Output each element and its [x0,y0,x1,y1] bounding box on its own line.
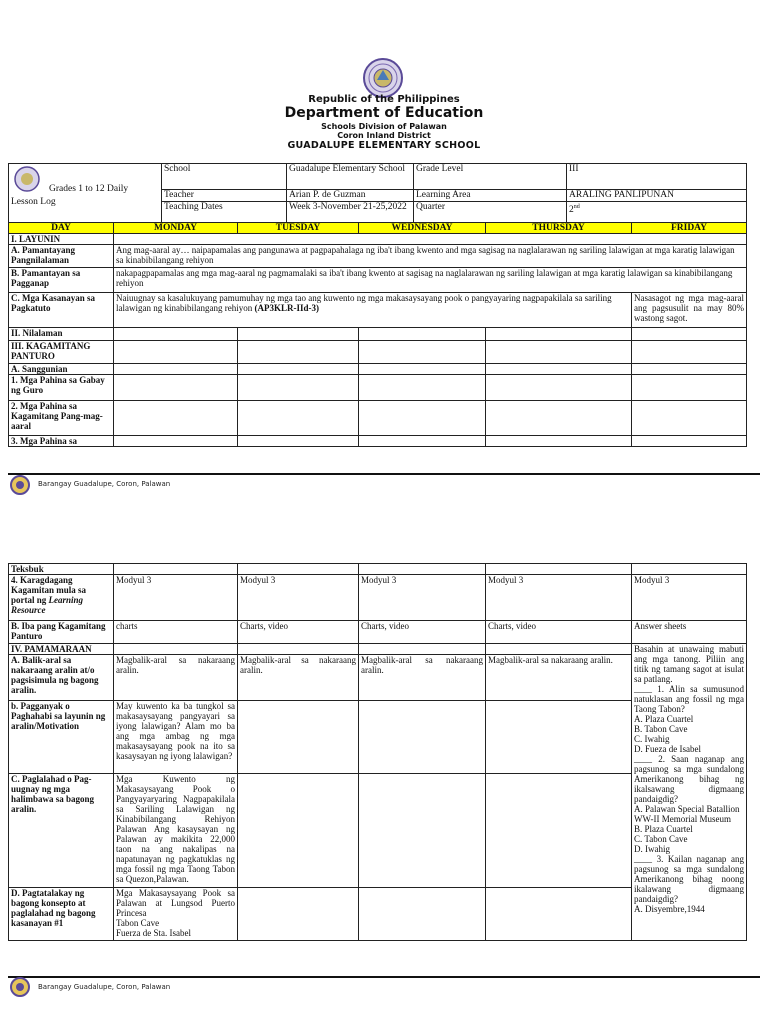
balik-aral-label: A. Balik-aral sa nakaraang aralin at/o pagsisimula ng bagong aralin. [9,655,114,701]
pagtatalakay-text [114,888,238,941]
deped-seal-icon [14,166,40,192]
teacher-label: Teacher [162,190,287,202]
pamamaraan-label: IV. PAMAMARAAN [9,644,114,655]
pagganyak-text: May kuwento ka ba tungkol sa makasaysayang pangyayari sa iyong lalawigan? Alam mo ba ang mga ambag ng mga makasaysayang pook na ito sa kasaysayan ng iyong lalawigan? [114,701,238,774]
pagtatalakay-line: Fuerza de Sta. Isabel [116,928,191,938]
quarter-label: Quarter [414,202,567,224]
lesson-table [8,222,747,447]
school-label: School [162,164,287,190]
test-choice: C. Iwahig [634,734,670,744]
balik-monday: Magbalik-aral sa nakaraang aralin. [114,655,238,701]
nilalaman-label: II. Nilalaman [9,328,114,341]
karagdagang-label: 4. Karagdagang Kagamitan mula sa portal ng Learning Resource [9,575,114,621]
kasanayan-text: Naiuugnay sa kasalukuyang pamumuhay ng mga tao ang kuwento ng mga makasaysayang pook o pangyayaring nagpapakilala sa sariling lalawigan ng kinabibilangang rehiyon (AP3KLR-IId-3) [114,293,632,328]
layunin-label: I. LAYUNIN [9,234,114,245]
modyul-tuesday: Modyul 3 [238,575,359,621]
pagtatalakay-line: Tabon Cave [116,918,160,928]
paglalahad-text: Mga Kuwento ng Makasaysayang Pook o Pangyayaryaring Nagpapakilala sa Sariling Lalawigan ng Kinabibilangang Rehiyon Palawan Ang kasaysayan ng Palawan ay makikita 22,000 taon na ang nakalipas na napatunayan ng pagkatuklas ng mga fossil ng mga Taong Tabon sa Quezon,Palawan. [114,774,238,888]
gabay-label: 1. Mga Pahina sa Gabay ng Guro [9,375,114,401]
kagamitang-pang-label: 2. Mga Pahina sa Kagamitang Pang-mag-aaral [9,401,114,436]
teksbuk-label-1: 3. Mga Pahina sa [9,436,114,447]
test-choice: A. Plaza Cuartel [634,714,694,724]
day-header: DAY [9,223,114,234]
test-question-1: ____ 1. Alin sa sumusunod natuklasan ang fossil ng mga Taong Tabon? [634,684,744,714]
footer-rule [8,473,760,475]
competency-code: (AP3KLR-IId-3) [254,303,319,313]
iba-friday: Answer sheets [632,621,747,644]
quarter-value: 2nd [567,202,747,224]
wednesday-header: WEDNESDAY [359,223,486,234]
balik-thursday: Magbalik-aral sa nakaraang aralin. [486,655,632,701]
iba-pang-label: B. Iba pang Kagamitang Panturo [9,621,114,644]
pagtatalakay-label: D. Pagtatalakay ng bagong konsepto at paglalahad ng bagong kasanayan #1 [9,888,114,941]
pamantayang-text: Ang mag-aaral ay… naipapamalas ang pangunawa at pagpapahalaga ng iba't ibang kwento and mga sagisag na naglalarawan ng sariling lalawigan at mga karatig lalawigan sa kinabibilangang rehiyon [114,245,747,268]
republic-heading: Republic of the Philippines [308,94,460,105]
division-heading: Schools Division of Palawan [321,122,447,131]
footer-address: Barangay Guadalupe, Coron, Palawan [38,480,171,488]
teaching-dates-label: Teaching Dates [162,202,287,224]
info-table [8,163,747,224]
monday-header: MONDAY [114,223,238,234]
test-choice: C. Tabon Cave [634,834,688,844]
teaching-dates-value: Week 3-November 21-25,2022 [287,202,414,224]
balik-wednesday: Magbalik-aral sa nakaraang aralin. [359,655,486,701]
test-choice: D. Fueza de Isabel [634,744,701,754]
layunin-cell [114,234,747,245]
thursday-header: THURSDAY [486,223,632,234]
modyul-monday: Modyul 3 [114,575,238,621]
friday-header: FRIDAY [632,223,747,234]
paglalahad-label: C. Paglalahad o Pag-uugnay ng mga halimbawa sa bagong aralin. [9,774,114,888]
lesson-log-label: Lesson Log [11,197,56,207]
footer-address: Barangay Guadalupe, Coron, Palawan [38,983,171,991]
learning-area-value: ARALING PANLIPUNAN [567,190,747,202]
pagganap-text: nakapagpapamalas ang mga mag-aaral ng pagmamalaki sa iba't ibang kwento at sagisag na naglalarawan ng sariling lalawigan at mga karatig lalawigan sa kinabibilangang rehiyon [114,268,747,293]
test-choice: B. Tabon Cave [634,724,688,734]
district-heading: Coron Inland District [337,131,431,140]
teacher-value: Arian P. de Guzman [287,190,414,202]
test-instructions: Basahin at unawaing mabuti ang mga tanong. Piliin ang titik ng tamang sagot at isulat sa patlang. [634,644,744,684]
modyul-wednesday: Modyul 3 [359,575,486,621]
modyul-friday: Modyul 3 [632,575,747,621]
test-question-3: ____ 3. Kailan naganap ang pagsunog sa mga sundalong Amerikanong bihag noong ikalawang digmaang pandaigdig? [634,854,744,904]
lesson-table-continued [8,563,747,941]
footer-rule [8,976,760,978]
test-choice: B. Plaza Cuartel [634,824,693,834]
iba-wednesday: Charts, video [359,621,486,644]
iba-tuesday: Charts, video [238,621,359,644]
school-heading: GUADALUPE ELEMENTARY SCHOOL [287,140,481,151]
tuesday-header: TUESDAY [238,223,359,234]
test-choice: A. Palawan Special Batallion WW-II Memorial Museum [634,804,740,824]
test-question-2: ____ 2. Saan naganap ang pagsunog sa mga sundalong Amerikanong bihag ng ikalsawang digmaang pandaigdig? [634,754,744,804]
department-heading: Department of Education [284,105,484,121]
kagamitan-label: III. KAGAMITANG PANTURO [9,341,114,364]
school-value: Guadalupe Elementary School [287,164,414,190]
friday-test-cell [632,644,747,941]
balik-tuesday: Magbalik-aral sa nakaraang aralin. [238,655,359,701]
sanggunian-label: A. Sanggunian [9,364,114,375]
pagganyak-label: b. Pagganyak o Paghahabi sa layunin ng aralin/Motivation [9,701,114,774]
kasanayan-friday: Nasasagot ng mga mag-aaral ang pagsusulit na may 80% wastong sagot. [632,293,747,328]
deped-seal-icon [360,58,406,98]
test-choice: A. Disyembre,1944 [634,904,705,914]
pamantayang-label: A. Pamantayang Pangnilalaman [9,245,114,268]
pagganap-label: B. Pamantayan sa Pagganap [9,268,114,293]
learning-area-label: Learning Area [414,190,567,202]
grade-level-label: Grade Level [414,164,567,190]
lesson-log-title-cell [9,164,162,224]
pagtatalakay-line: Mga Makasaysayang Pook sa Palawan at Lungsod Puerto Princesa [116,888,235,918]
school-seal-icon [10,475,30,495]
iba-thursday: Charts, video [486,621,632,644]
school-seal-icon [10,977,30,997]
teksbuk-label-2: Teksbuk [9,564,114,575]
grades-label: Grades 1 to 12 Daily [49,184,129,194]
grade-level-value: III [567,164,747,190]
test-choice: D. Iwahig [634,844,670,854]
iba-monday: charts [114,621,238,644]
kasanayan-label: C. Mga Kasanayan sa Pagkatuto [9,293,114,328]
modyul-thursday: Modyul 3 [486,575,632,621]
